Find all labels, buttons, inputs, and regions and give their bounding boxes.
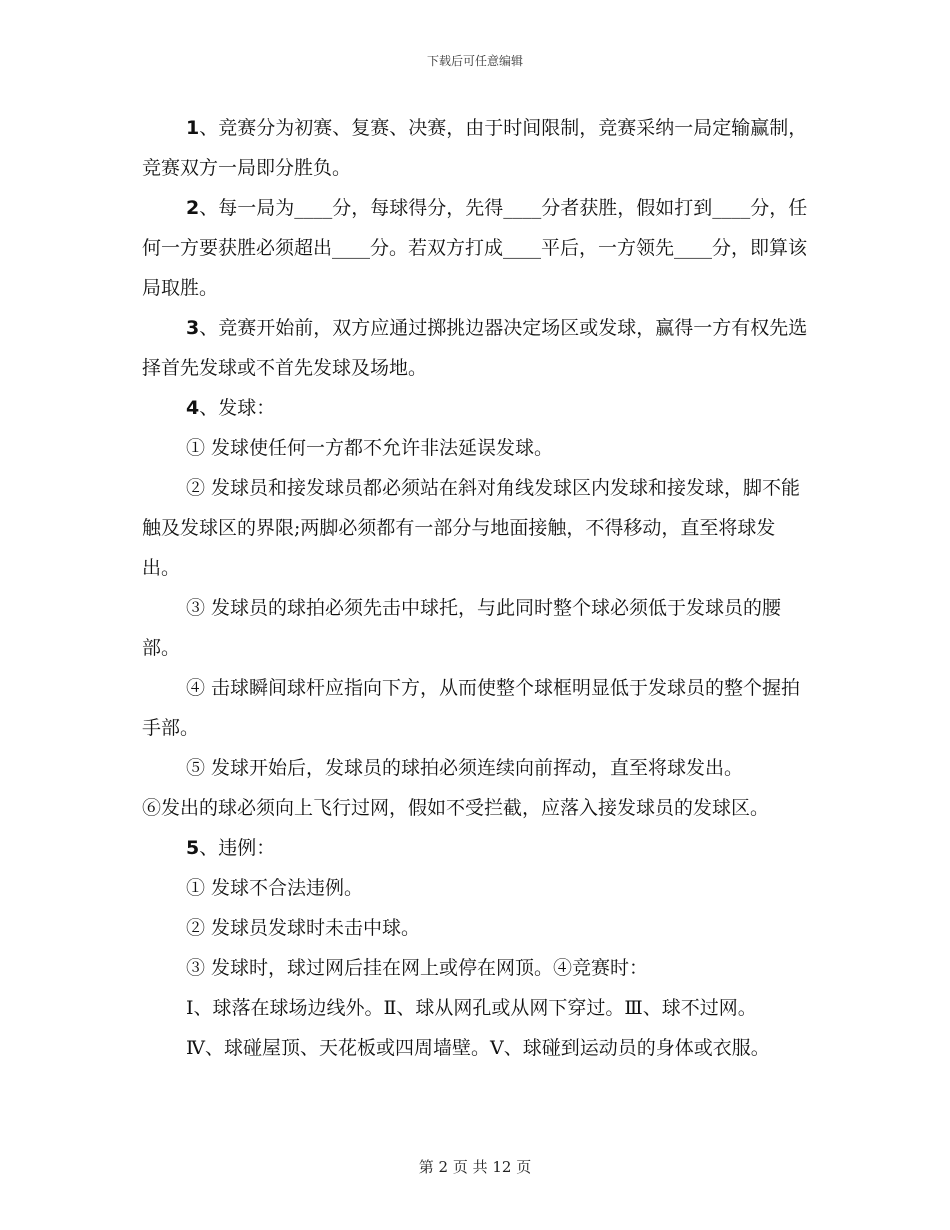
fault-item-3: ③ 发球时，球过网后挂在网上或停在网顶。④竞赛时： [186,957,649,979]
rule-2-number: 2 [186,197,200,219]
serve-item-3: ③ 发球员的球拍必须先击中球托，与此同时整个球必须低于发球员的腰部。 [142,597,782,659]
rule-3-number: 3 [186,317,200,339]
page-footer: 第 2 页 共 12 页 [418,1158,532,1176]
rule-3-text: 、竞赛开始前，双方应通过掷挑边器决定场区或发球，赢得一方有权先选择首先发球或不首先发球及场地。 [142,317,808,379]
rule-3-paragraph [142,308,808,388]
fault-item-2: ② 发球员发球时未击中球。 [186,917,421,939]
rule-1-number: 1 [186,117,200,139]
fault-subitems-1-3: Ⅰ、球落在球场边线外。Ⅱ、球从网孔或从网下穿过。Ⅲ、球不过网。 [186,997,757,1019]
rule-4-number: 4 [186,397,200,419]
rule-5-number: 5 [186,837,200,859]
serve-item-4: ④ 击球瞬间球杆应指向下方，从而使整个球框明显低于发球员的整个握拍手部。 [142,677,801,739]
serve-item-2: ② 发球员和接发球员都必须站在斜对角线发球区内发球和接发球，脚不能触及发球区的界限;两脚必须都有一部分与地面接触，不得移动，直至将球发出。 [142,477,801,579]
fault-subitems-4-5: Ⅳ、球碰屋顶、天花板或四周墙壁。Ⅴ、球碰到运动员的身体或衣服。 [186,1037,770,1059]
rule-5-text: 、违例： [199,837,276,859]
rule-2-text: 、每一局为____分，每球得分，先得____分者获胜，假如打到____分，任何一方要获胜必须超出____分。若双方打成____平后，一方领先____分，即算该局取胜。 [142,197,808,299]
serve-item-6: ⑥发出的球必须向上飞行过网，假如不受拦截，应落入接发球员的发球区。 [142,797,770,819]
rule-1-paragraph [142,108,808,188]
serve-item-1: ① 发球使任何一方都不允许非法延误发球。 [186,437,554,459]
page-header: 下载后可任意编辑 [426,54,523,68]
rule-1-text: 、竞赛分为初赛、复赛、决赛，由于时间限制，竞赛采纳一局定输赢制，竞赛双方一局即分胜负。 [142,117,808,179]
rule-4-text: 、发球： [199,397,276,419]
rule-4-heading [142,388,808,428]
serve-item-5: ⑤ 发球开始后，发球员的球拍必须连续向前挥动，直至将球发出。 [186,757,744,779]
fault-item-1: ① 发球不合法违例。 [186,877,364,899]
document-body [142,108,808,1068]
rule-2-paragraph [142,188,808,308]
rule-5-heading [142,828,808,868]
